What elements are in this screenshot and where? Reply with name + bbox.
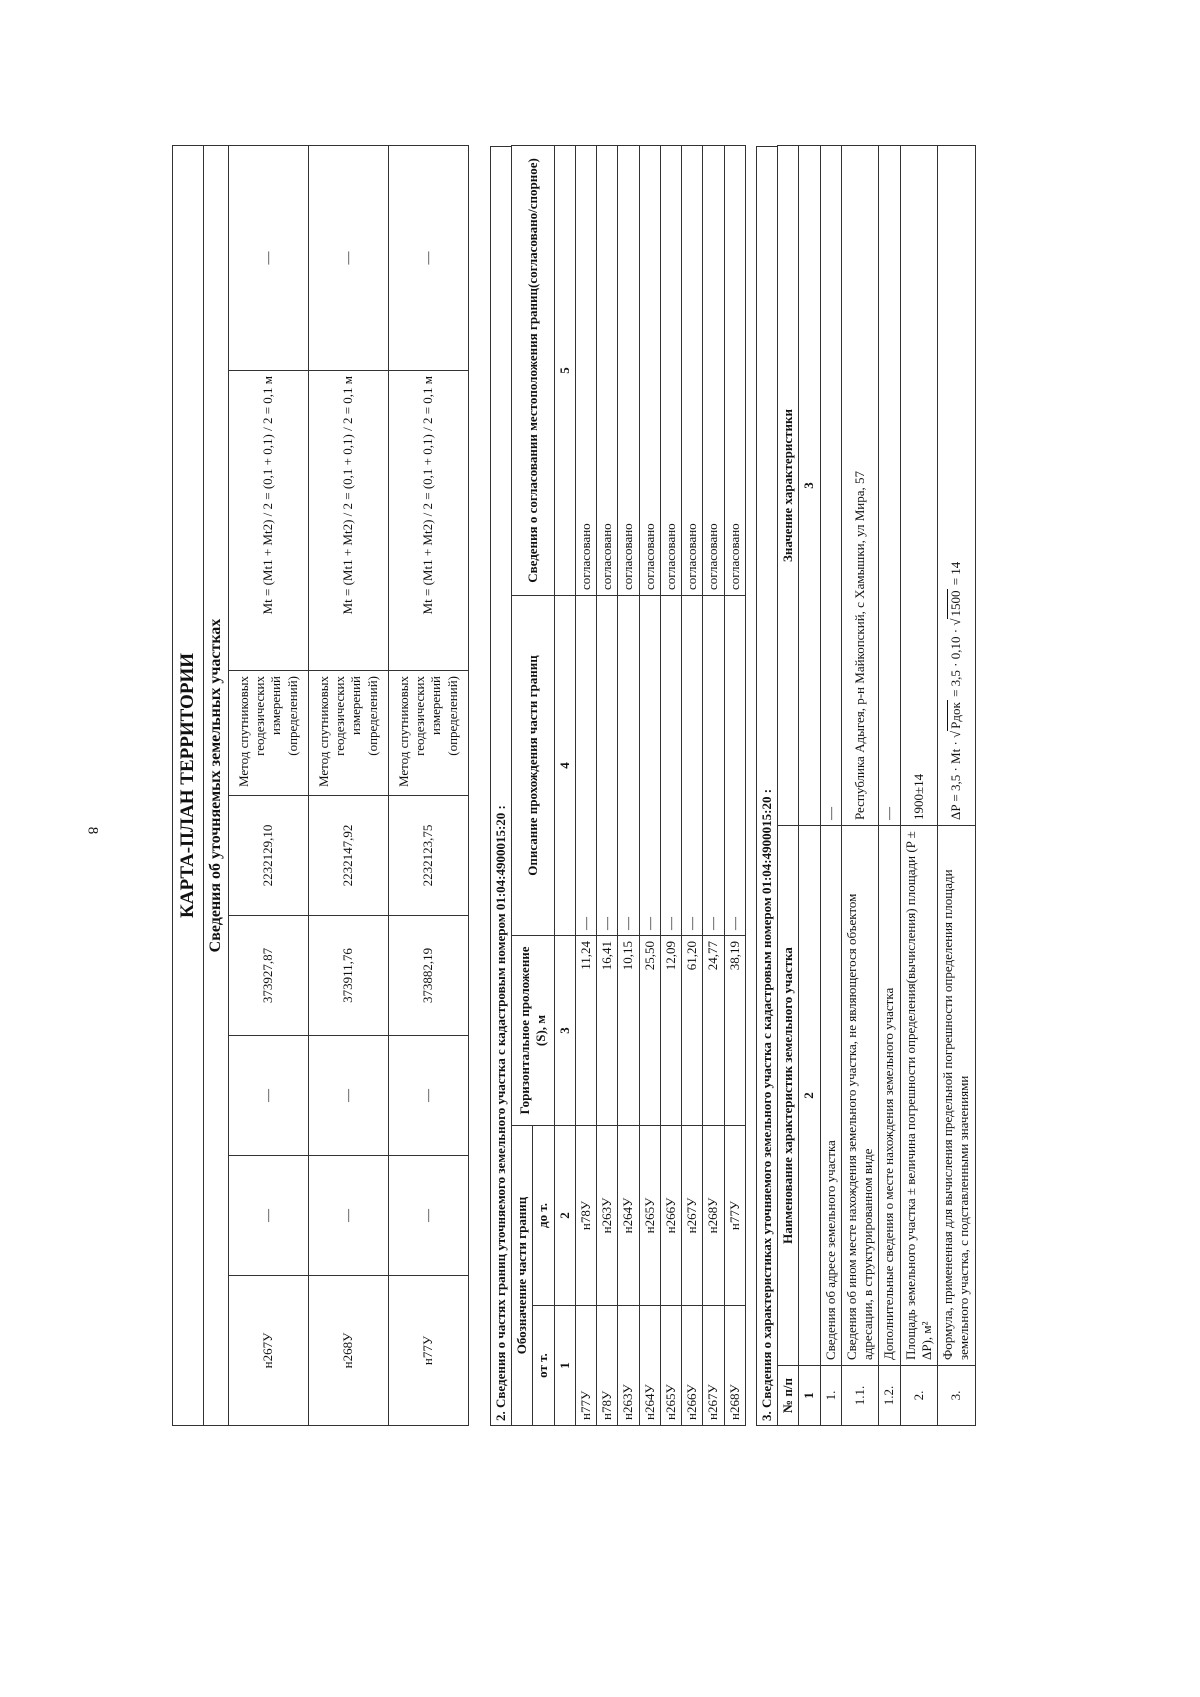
cell-to: н264У (618, 1125, 639, 1305)
method-cell: Метод спутниковых геодезических измерений (определений) (308, 671, 388, 796)
cell-agree: согласовано (597, 145, 618, 595)
coord-x: 373882,19 (388, 916, 468, 1036)
cell-agree: согласовано (575, 145, 596, 595)
cell-length: 24,77 (703, 935, 724, 1125)
point-name: н77У (388, 1276, 468, 1426)
header-to: до т. (533, 1125, 554, 1305)
cell-agree: согласовано (660, 145, 681, 595)
cell-agree: согласовано (703, 145, 724, 595)
cell-to: н267У (682, 1125, 703, 1305)
section-2-title: 2. Сведения о частях границ уточняемого земельного участка с кадастровым номером 01:04:4900015:20 : (490, 146, 511, 1426)
cell-to: н266У (660, 1125, 681, 1305)
cell-desc: — (575, 595, 596, 935)
header-designation: Обозначение части границ (512, 1125, 533, 1425)
col-number: 1 (554, 1306, 575, 1426)
header-num: № п/п (778, 1366, 799, 1426)
cell-to: н263У (597, 1125, 618, 1305)
section-1 (172, 146, 469, 1426)
cell-length: 61,20 (682, 935, 703, 1125)
document-frame (172, 146, 1048, 1426)
cell: — (308, 1036, 388, 1156)
cell-agree: согласовано (639, 145, 660, 595)
cell-num: 1.1. (841, 1366, 879, 1426)
cell-desc: — (703, 595, 724, 935)
formula-cell: Mt = (Mt1 + Mt2) / 2 = (0,1 + 0,1) / 2 = 0,1 м (388, 371, 468, 671)
col-number: 1 (799, 1366, 820, 1426)
cell: — (228, 1036, 308, 1156)
cell-num: 3. (938, 1366, 976, 1426)
cell-from: н77У (575, 1306, 596, 1426)
col-number: 2 (799, 826, 820, 1366)
cell-num: 2. (900, 1366, 938, 1426)
coord-x: 373911,76 (308, 916, 388, 1036)
table-row (228, 146, 308, 1426)
area-formula (938, 146, 976, 826)
formula-part: = 3,5 · 0,10 · √ (948, 618, 964, 701)
formula-cell: Mt = (Mt1 + Mt2) / 2 = (0,1 + 0,1) / 2 = 0,1 м (228, 371, 308, 671)
cell-name: Сведения об ином месте нахождения земельного участка, не являющегося объектом адресации, в структурированном виде (841, 826, 879, 1366)
cell-from: н265У (660, 1306, 681, 1426)
table-row (575, 145, 596, 1425)
table-row (308, 146, 388, 1426)
document-title: КАРТА-ПЛАН ТЕРРИТОРИИ (173, 146, 204, 1426)
boundary-parts-table (511, 145, 746, 1426)
cell-from: н264У (639, 1306, 660, 1426)
cell-desc: — (618, 595, 639, 935)
cell-desc: — (724, 595, 745, 935)
cell: — (228, 1156, 308, 1276)
coord-y: 2232123,75 (388, 796, 468, 916)
cell: — (388, 1156, 468, 1276)
header-value: Значение характеристики (778, 146, 799, 826)
cell-to: н265У (639, 1125, 660, 1305)
cell: — (388, 146, 468, 371)
header-description: Описание прохождения части границ (512, 595, 555, 935)
header-agreement: Сведения о согласовании местоположения границ(согласовано/спорное) (512, 145, 555, 595)
col-number: 3 (799, 146, 820, 826)
cell: — (308, 146, 388, 371)
cell-name: Дополнительные сведения о месте нахождения земельного участка (879, 826, 900, 1366)
header-length: Горизонтальное проложение (S), м (512, 935, 555, 1125)
header-name: Наименование характеристик земельного участка (778, 826, 799, 1366)
section-3-title: 3. Сведения о характеристиках уточняемого земельного участка с кадастровым номером 01:04:4900015:20 : (756, 146, 777, 1426)
cell-value: — (879, 146, 900, 826)
formula-part: ΔP = 3,5 · Mt · √ (948, 730, 964, 820)
section-2 (490, 146, 746, 1426)
rotated-page-content (172, 146, 1048, 1426)
cell-agree: согласовано (682, 145, 703, 595)
points-table (172, 145, 469, 1426)
cell-desc: — (682, 595, 703, 935)
formula-part: = 14 (948, 561, 964, 589)
table-row (879, 146, 900, 1426)
method-cell: Метод спутниковых геодезических измерений (определений) (228, 671, 308, 796)
cell-value: — (820, 146, 841, 826)
cell-from: н266У (682, 1306, 703, 1426)
cell-from: н267У (703, 1306, 724, 1426)
cell-agree: согласовано (724, 145, 745, 595)
characteristics-table (777, 145, 976, 1426)
cell-length: 10,15 (618, 935, 639, 1125)
cell-length: 38,19 (724, 935, 745, 1125)
cell-name: Площадь земельного участка ± величина погрешности определения(вычисления) площади (P ± ΔP), м² (900, 826, 938, 1366)
table-row (703, 145, 724, 1425)
cell-name: Формула, примененная для вычисления предельной погрешности определения площади земельного участка, с подставленными значениями (938, 826, 976, 1366)
formula-cell: Mt = (Mt1 + Mt2) / 2 = (0,1 + 0,1) / 2 = 0,1 м (308, 371, 388, 671)
cell-num: 1. (820, 1366, 841, 1426)
table-row (639, 145, 660, 1425)
table-row (724, 145, 745, 1425)
col-number: 5 (554, 145, 575, 595)
cell-num: 1.2. (879, 1366, 900, 1426)
cell-to: н78У (575, 1125, 596, 1305)
document-subtitle: Сведения об уточняемых земельных участках (203, 146, 228, 1426)
coord-x: 373927,87 (228, 916, 308, 1036)
header-from: от т. (533, 1306, 554, 1426)
table-row (618, 145, 639, 1425)
table-row (682, 145, 703, 1425)
section-3 (756, 146, 976, 1426)
col-number: 4 (554, 595, 575, 935)
point-name: н268У (308, 1276, 388, 1426)
cell-desc: — (660, 595, 681, 935)
point-name: н267У (228, 1276, 308, 1426)
method-cell: Метод спутниковых геодезических измерений (определений) (388, 671, 468, 796)
cell-value: Республика Адыгея, р-н Майкопский, с Хамышки, ул Мира, 57 (841, 146, 879, 826)
coord-y: 2232147,92 (308, 796, 388, 916)
cell-desc: — (597, 595, 618, 935)
cell-name: Сведения об адресе земельного участка (820, 826, 841, 1366)
page-number: 8 (84, 826, 101, 835)
cell-to: н77У (724, 1125, 745, 1305)
cell-agree: согласовано (618, 145, 639, 595)
table-row (820, 146, 841, 1426)
table-row (388, 146, 468, 1426)
coord-y: 2232129,10 (228, 796, 308, 916)
cell-value: 1900±14 (900, 146, 938, 826)
table-row (841, 146, 879, 1426)
cell-from: н78У (597, 1306, 618, 1426)
cell-desc: — (639, 595, 660, 935)
cell: — (228, 146, 308, 371)
col-number: 3 (554, 935, 575, 1125)
cell: — (388, 1036, 468, 1156)
cell-length: 12,09 (660, 935, 681, 1125)
table-row (597, 145, 618, 1425)
table-row (900, 146, 938, 1426)
cell-length: 25,50 (639, 935, 660, 1125)
formula-radicand: 1500 (948, 590, 964, 617)
cell-from: н268У (724, 1306, 745, 1426)
table-row (660, 145, 681, 1425)
col-number: 2 (554, 1125, 575, 1305)
table-row (938, 146, 976, 1426)
cell-length: 11,24 (575, 935, 596, 1125)
cell-to: н268У (703, 1125, 724, 1305)
cell-from: н263У (618, 1306, 639, 1426)
cell-length: 16,41 (597, 935, 618, 1125)
cell: — (308, 1156, 388, 1276)
formula-radicand: Pдок (948, 702, 964, 729)
